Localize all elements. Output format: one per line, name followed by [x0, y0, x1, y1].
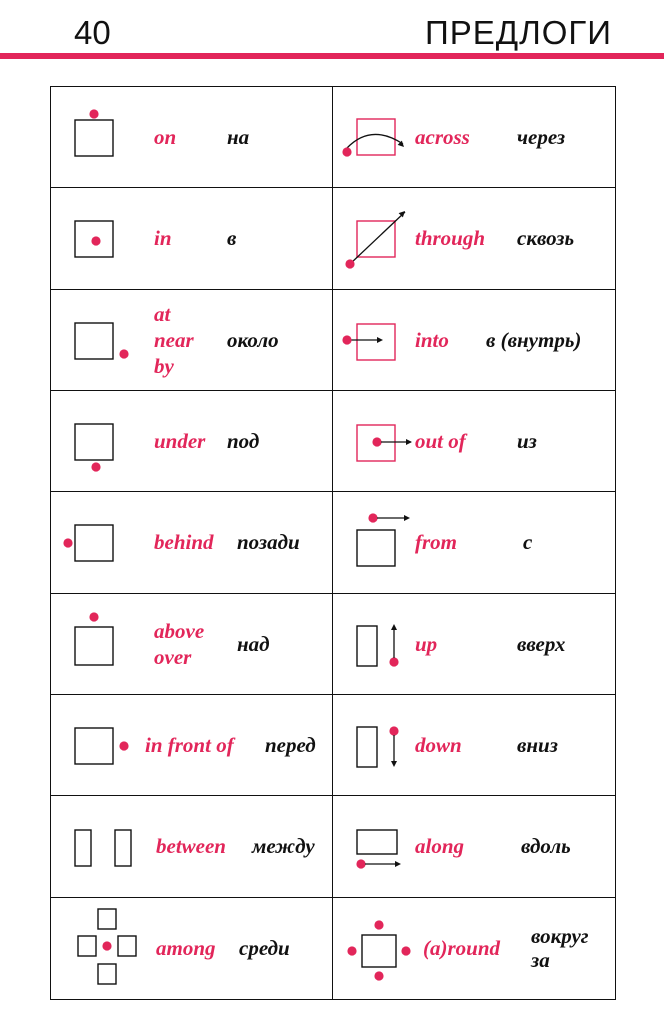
- english-word: on: [154, 125, 177, 150]
- english-word: behind: [154, 530, 214, 555]
- among-icon: [51, 898, 151, 998]
- russian-translation: [523, 530, 532, 554]
- english-preposition: [154, 124, 176, 150]
- under-icon: [51, 391, 151, 491]
- russian-word: с: [523, 530, 533, 555]
- russian-word: на: [227, 125, 250, 150]
- preposition-cell: [333, 594, 615, 695]
- russian-word: за: [531, 948, 550, 973]
- russian-word: между: [252, 834, 315, 859]
- english-word: from: [415, 530, 457, 555]
- russian-word: сквозь: [517, 226, 575, 251]
- preposition-cell: [51, 391, 333, 492]
- page-title: ПРЕДЛОГИ: [424, 14, 612, 51]
- russian-translation: [517, 733, 558, 757]
- russian-translation: [521, 834, 571, 858]
- preposition-cell: [51, 898, 333, 999]
- russian-translation: [517, 125, 565, 149]
- english-word: above: [154, 618, 205, 643]
- english-word: in: [154, 226, 172, 251]
- preposition-cell: [333, 898, 615, 999]
- english-word: by: [154, 353, 174, 378]
- russian-translation: [237, 530, 300, 554]
- preposition-cell: [333, 188, 615, 289]
- russian-word: под: [227, 429, 260, 454]
- english-preposition: [156, 833, 226, 859]
- preposition-cell: [333, 695, 615, 796]
- english-preposition: [154, 529, 214, 555]
- english-preposition: [415, 732, 462, 758]
- russian-translation: [531, 924, 589, 972]
- prepositions-table: [50, 86, 616, 1000]
- russian-word: позади: [237, 530, 300, 555]
- russian-word: вокруг: [531, 924, 589, 949]
- english-word: (a)round: [423, 936, 501, 961]
- preposition-cell: [51, 492, 333, 593]
- preposition-cell: [333, 492, 615, 593]
- around-icon: [333, 898, 433, 998]
- english-word: across: [415, 125, 470, 150]
- russian-translation: [265, 733, 316, 757]
- preposition-cell: [333, 796, 615, 897]
- in-front-of-icon: [51, 695, 151, 795]
- english-preposition: [415, 529, 457, 555]
- english-word: between: [156, 834, 226, 859]
- english-preposition: [423, 935, 500, 961]
- english-preposition: [154, 225, 172, 251]
- english-word: at: [154, 301, 171, 326]
- russian-translation: [517, 429, 537, 453]
- russian-word: среди: [239, 936, 290, 961]
- on-icon: [51, 87, 151, 187]
- russian-word: в: [227, 226, 237, 251]
- english-preposition: [145, 732, 234, 758]
- preposition-cell: [51, 695, 333, 796]
- russian-word: около: [227, 327, 279, 352]
- preposition-cell: [51, 188, 333, 289]
- russian-word: вверх: [517, 631, 566, 656]
- russian-translation: [252, 834, 315, 858]
- english-preposition: [415, 225, 485, 251]
- english-word: near: [154, 327, 194, 352]
- preposition-cell: [333, 391, 615, 492]
- english-word: through: [415, 226, 486, 251]
- preposition-cell: [51, 290, 333, 391]
- english-word: into: [415, 327, 449, 352]
- russian-word: вниз: [517, 733, 558, 758]
- english-word: over: [154, 644, 192, 669]
- russian-translation: [517, 632, 565, 656]
- english-word: under: [154, 429, 206, 454]
- english-preposition: [415, 833, 464, 859]
- preposition-cell: [51, 594, 333, 695]
- russian-translation: [486, 328, 581, 352]
- english-preposition: [415, 428, 466, 454]
- russian-translation: [237, 632, 270, 656]
- russian-word: над: [237, 631, 270, 656]
- page-number: 40: [74, 14, 111, 51]
- russian-word: из: [517, 429, 537, 454]
- english-preposition: [156, 935, 216, 961]
- russian-translation: [227, 328, 279, 352]
- preposition-cell: [333, 87, 615, 188]
- english-preposition: [154, 301, 194, 379]
- english-preposition: [415, 124, 470, 150]
- in-icon: [51, 188, 151, 288]
- russian-translation: [227, 429, 259, 453]
- english-word: up: [415, 631, 438, 656]
- above-icon: [51, 594, 151, 694]
- near-icon: [51, 290, 151, 390]
- english-preposition: [415, 327, 449, 353]
- russian-word: вдоль: [521, 834, 571, 859]
- russian-translation: [227, 125, 249, 149]
- russian-word: через: [517, 125, 566, 150]
- english-word: out of: [415, 429, 466, 454]
- russian-word: перед: [265, 733, 316, 758]
- english-word: down: [415, 733, 462, 758]
- english-word: among: [156, 936, 216, 961]
- behind-icon: [51, 492, 151, 592]
- russian-translation: [517, 226, 574, 250]
- preposition-cell: [51, 796, 333, 897]
- english-preposition: [154, 618, 204, 670]
- header-rule: [0, 53, 664, 59]
- russian-translation: [227, 226, 236, 250]
- english-preposition: [415, 631, 437, 657]
- russian-translation: [239, 936, 290, 960]
- preposition-cell: [333, 290, 615, 391]
- between-icon: [51, 796, 151, 896]
- russian-word: в (внутрь): [486, 327, 582, 352]
- preposition-cell: [51, 87, 333, 188]
- english-word: along: [415, 834, 465, 859]
- english-preposition: [154, 428, 205, 454]
- english-word: in front of: [145, 733, 234, 758]
